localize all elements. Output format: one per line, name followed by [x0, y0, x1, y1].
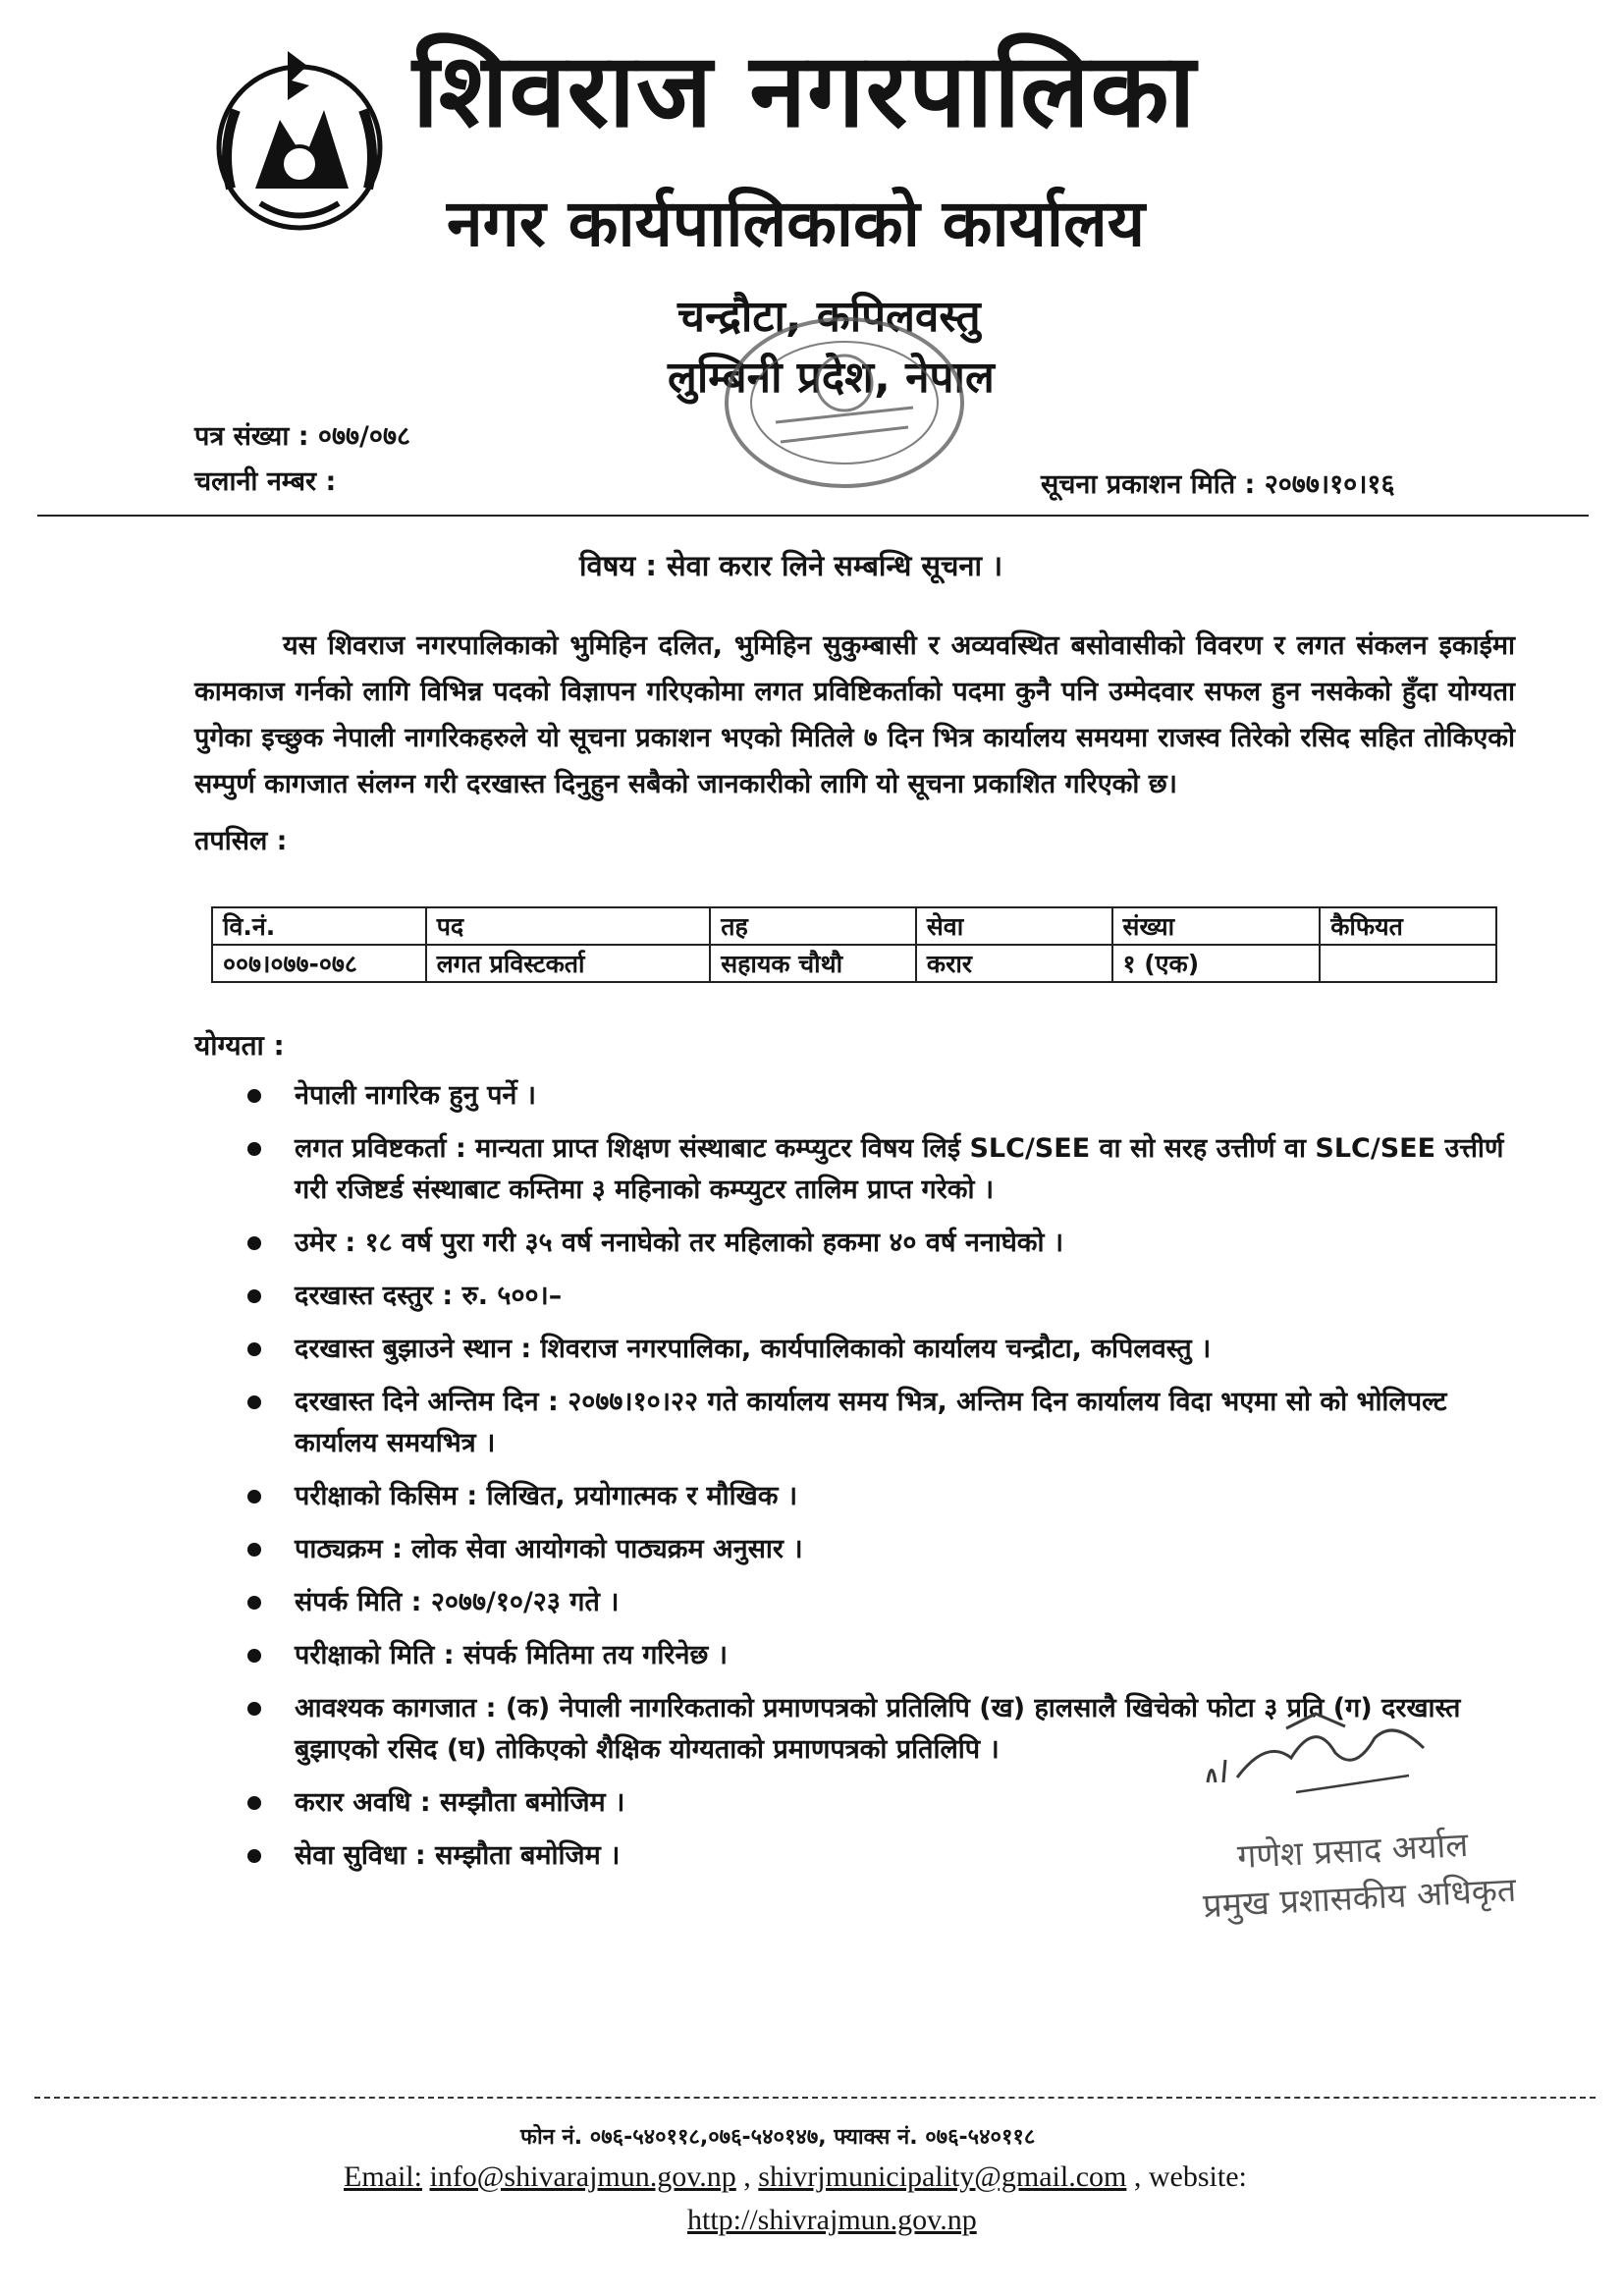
cell-level: सहायक चौथौ [710, 945, 916, 982]
email-separator: , [743, 2160, 751, 2193]
col-header-service: सेवा [916, 907, 1112, 945]
bullet-icon [247, 1490, 261, 1503]
email-label: Email: [344, 2160, 422, 2193]
municipality-title: शिवराज नगरपालिका [412, 30, 1197, 150]
nepal-emblem-logo [201, 41, 398, 238]
bullet-icon [247, 1649, 261, 1663]
website-label: , website: [1133, 2160, 1247, 2193]
notice-subject: विषय : सेवा करार लिने सम्बन्धि सूचना । [579, 549, 1003, 582]
table-header-row [212, 907, 1496, 945]
cell-count: १ (एक) [1112, 945, 1321, 982]
col-header-level: तह [710, 907, 916, 945]
list-item: लगत प्रविष्टकर्ता : मान्यता प्राप्त शिक्षण संस्थाबाट कम्प्युटर विषय लिई SLC/SEE वा सो सरह उत्तीर्ण वा SLC/SEE उत्तीर्ण गरी रजिष्टर्ड संस्थाबाट कम्तिमा ३ महिनाको कम्प्युटर तालिम प्राप्त गरेको । [245, 1128, 1522, 1211]
bullet-icon [247, 1596, 261, 1610]
footer-phone: फोन नं. ०७६-५४०११८,०७६-५४०१४७, फ्याक्स नं. ०७६-५४०११८ [520, 2125, 1036, 2150]
bullet-icon [247, 1142, 261, 1156]
signatory-title: प्रमुख प्रशासकीय अधिकृत [1202, 1870, 1518, 1927]
letter-number: पत्र संख्या : ०७७/०७८ [194, 421, 411, 452]
bullet-icon [247, 1289, 261, 1303]
col-header-remarks: कैफियत [1320, 907, 1496, 945]
handwritten-signature [1198, 1699, 1434, 1807]
list-item: दरखास्त बुझाउने स्थान : शिवराज नगरपालिका, कार्यपालिकाको कार्यालय चन्द्रौटा, कपिलवस्तु । [245, 1329, 1522, 1370]
list-item: संपर्क मिति : २०७७/१०/२३ गते । [245, 1582, 1522, 1623]
cell-serial: ००७।०७७-०७८ [212, 945, 426, 982]
list-item: परीक्षाको किसिम : लिखित, प्रयोगात्मक र मौखिक । [245, 1476, 1522, 1517]
col-header-post: पद [426, 907, 711, 945]
list-item: करार अवधि : सम्झौता बमोजिम । [245, 1782, 1522, 1824]
dispatch-number: चलानी नम्बर : [194, 466, 337, 497]
notice-body: यस शिवराज नगरपालिकाको भुमिहिन दलित, भुमिहिन सुकुम्बासी र अव्यवस्थित बसोवासीको विवरण र लगत संकलन इकाईमा कामकाज गर्नको लागि विभिन्न पदको विज्ञापन गरिएकोमा लगत प्रविष्टिकर्ताको पदमा कुनै पनि उम्मेदवार सफल हुन नसकेको हुँदा योग्यता पुगेका इच्छुक नेपाली नागरिकहरुले यो सूचना प्रकाशन भएको मितिले ७ दिन भित्र कार्यालय समयमा राजस्व तिरेको रसिद सहित तोकिएको सम्पुर्ण कागजात संलग्न गरी दरखास्त दिनुहुन सबैको जानकारीको लागि यो सूचना प्रकाशित गरिएको छ। [194, 630, 1515, 799]
list-item: पाठ्यक्रम : लोक सेवा आयोगको पाठ्यक्रम अनुसार । [245, 1529, 1522, 1570]
details-label: तपसिल : [194, 826, 288, 856]
office-subtitle: नगर कार्यपालिकाको कार्यालय [447, 186, 1145, 261]
list-item: परीक्षाको मिति : संपर्क मितिमा तय गरिनेछ । [245, 1635, 1522, 1676]
bullet-icon [247, 1342, 261, 1356]
col-header-serial: वि.नं. [212, 907, 426, 945]
website-link[interactable]: http://shivrajmun.gov.np [687, 2204, 977, 2236]
col-header-count: संख्या [1112, 907, 1321, 945]
qualifications-label: योग्यता : [194, 1029, 285, 1062]
bullet-icon [247, 1395, 261, 1409]
address-line-1: चन्द्रौटा, कपिलवस्तु [677, 292, 981, 342]
signatory-name: गणेश प्रसाद अर्याल [1236, 1825, 1470, 1878]
list-item: उमेर : १८ वर्ष पुरा गरी ३५ वर्ष ननाघेको तर महिलाको हकमा ४० वर्ष ननाघेको । [245, 1223, 1522, 1264]
footer-divider [34, 2097, 1596, 2099]
bullet-icon [247, 1543, 261, 1557]
vacancy-table [211, 906, 1497, 983]
list-item: सेवा सुविधा : सम्झौता बमोजिम । [245, 1835, 1522, 1877]
list-item: दरखास्त दिने अन्तिम दिन : २०७७।१०।२२ गते कार्यालय समय भित्र, अन्तिम दिन कार्यालय विदा भएमा सो को भोलिपल्ट कार्यालय समयभित्र । [245, 1382, 1522, 1464]
bullet-icon [247, 1702, 261, 1716]
bullet-icon [247, 1849, 261, 1863]
cell-service: करार [916, 945, 1112, 982]
cell-post: लगत प्रविस्टकर्ता [426, 945, 711, 982]
cell-remarks [1320, 945, 1496, 982]
email-link-1[interactable]: info@shivarajmun.gov.np [429, 2160, 736, 2193]
footer-contact [344, 2160, 1247, 2194]
table-row [212, 945, 1496, 982]
list-item: आवश्यक कागजात : (क) नेपाली नागरिकताको प्रमाणपत्रको प्रतिलिपि (ख) हालसालै खिचेको फोटा ३ प्रति (ग) दरखास्त बुझाएको रसिद (घ) तोकिएको शैक्षिक योग्यताको प्रमाणपत्रको प्रतिलिपि । [245, 1688, 1522, 1771]
bullet-icon [247, 1236, 261, 1250]
notice-publish-date: सूचना प्रकाशन मिति : २०७७।१०।१६ [1041, 469, 1395, 500]
list-item: नेपाली नागरिक हुनु पर्ने । [245, 1075, 1522, 1117]
address-line-2: लुम्बिनी प्रदेश, नेपाल [668, 353, 995, 403]
office-stamp [717, 304, 972, 501]
bullet-icon [247, 1796, 261, 1810]
email-link-2[interactable]: shivrjmunicipality@gmail.com [758, 2160, 1127, 2193]
list-item: दरखास्त दस्तुर : रु. ५००।– [245, 1276, 1522, 1317]
bullet-icon [247, 1089, 261, 1103]
header-divider [37, 515, 1589, 517]
